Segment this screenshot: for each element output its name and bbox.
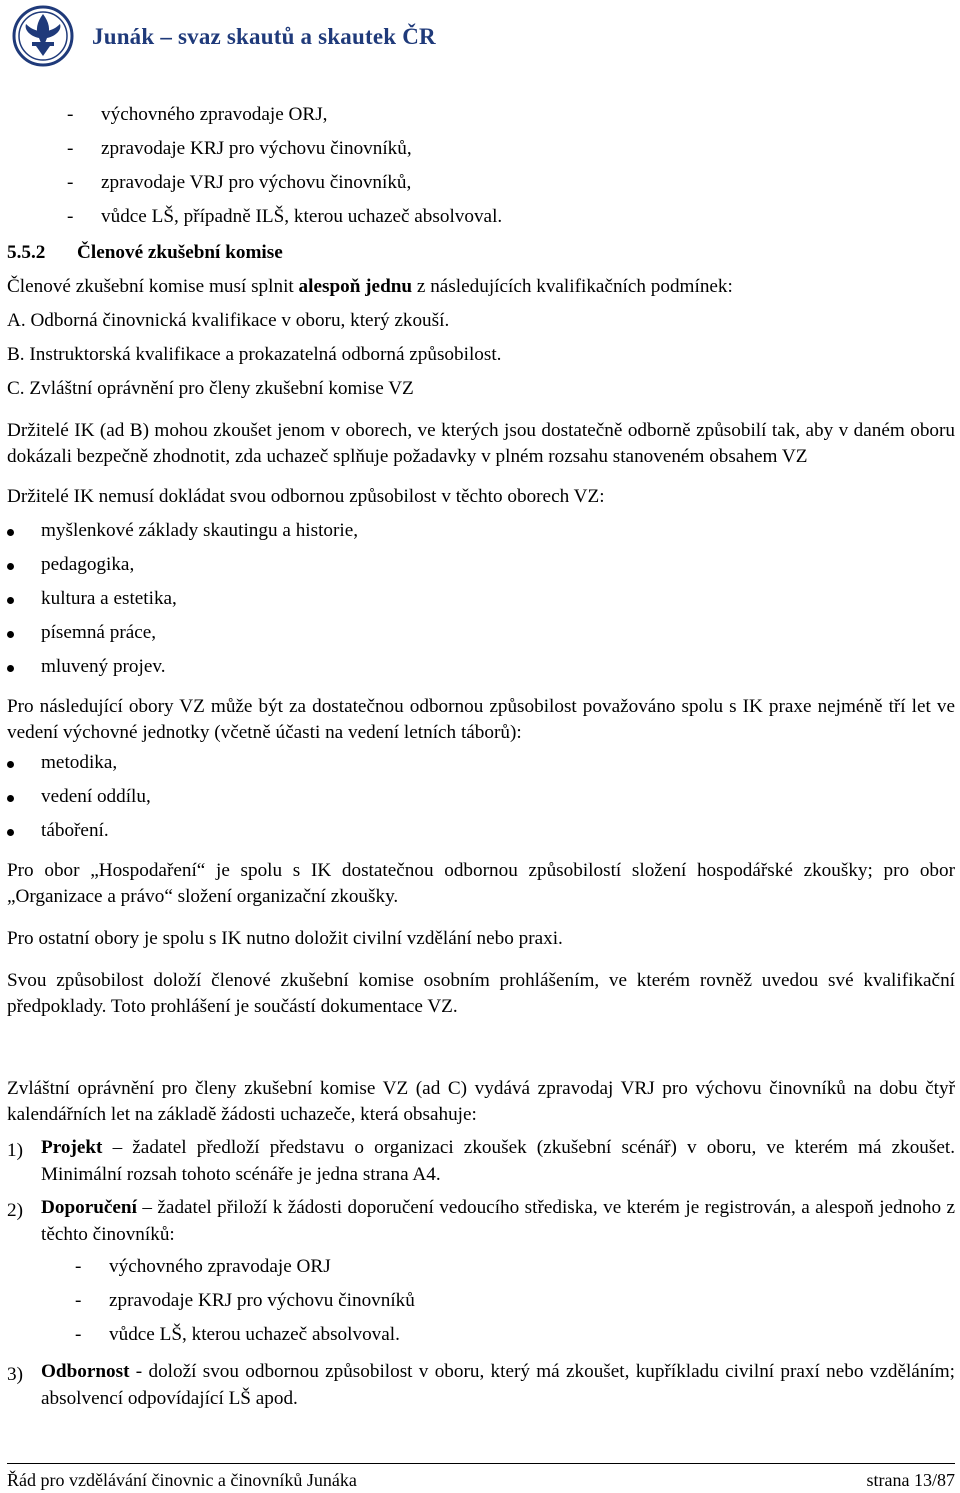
organization-title: Junák – svaz skautů a skautek ČR [92,24,436,49]
section-number: 5.5.2 [7,242,46,263]
list-item: 2) Doporučení – žadatel přiloží k žádosti doporučení vedoucího střediska, ve kterém je registrován, a alespoň jednoho z těchto činovníků: - výchovného zpravodaje ORJ - zpravodaje KRJ pro výchovu činovníků - vůdce LŠ, kterou uchazeč absolvoval. [7,1194,955,1352]
special-permission-paragraph: Zvláštní oprávnění pro členy zkušební komise VZ (ad C) vydává zpravodaj VRJ pro výchovu činovníků na dobu čtyř kalendářních let na základě žádosti uchazeče, která obsahuje: [7,1078,955,1125]
list-item: pedagogika, [7,548,955,582]
list-item: - vůdce LŠ, kterou uchazeč absolvoval. [75,1324,400,1345]
intro-paragraph: Členové zkušební komise musí splnit alespoň jednu z následujících kvalifikačních podmínek: [7,276,733,297]
field-exam-paragraph: Pro obor „Hospodaření“ je spolu s IK dostatečnou odbornou způsobilostí složení hospodářské zkoušky; pro obor „Organizace a právo“ složení organizační zkoušky. [7,860,955,907]
other-fields-paragraph: Pro ostatní obory je spolu s IK nutno doložit civilní vzdělání nebo praxi. [7,928,563,949]
practice-subjects-list [7,746,955,848]
list-item: - výchovného zpravodaje ORJ [75,1256,331,1277]
list-item: táboření. [7,814,955,848]
practice-paragraph: Pro následující obory VZ může být za dostatečnou odbornou způsobilost považováno spolu s IK praxe nejméně tří let ve vedení výchovné jednotky (včetně účasti na vedení letních táborů): [7,696,955,743]
declaration-paragraph: Svou způsobilost doloží členové zkušební komise osobním prohlášením, ve kterém rovněž uvedou své kvalifikační předpoklady. Toto prohlášení je součástí dokumentace VZ. [7,970,955,1017]
lily-emblem-icon [6,4,80,68]
list-item: - zpravodaje KRJ pro výchovu činovníků [75,1290,415,1311]
list-item: mluvený projev. [7,650,955,684]
list-item: kultura a estetika, [7,582,955,616]
list-item: 3) Odbornost - doloží svou odbornou způsobilost v oboru, který má zkoušet, kupříkladu civilní praxí nebo vzděláním; absolvencí odpovídající LŠ apod. [7,1361,955,1409]
condition-b: B. Instruktorská kvalifikace a prokazatelná odborná způsobilost. [7,344,502,365]
list-item: - zpravodaje KRJ pro výchovu činovníků, [67,138,412,159]
list-item: 1) Projekt – žadatel předloží představu o organizaci zkoušek (zkušební scénář) v oboru, ve kterém má zkoušet. Minimální rozsah tohoto scénáře je jedna strana A4. [7,1137,955,1185]
list-item: myšlenkové základy skautingu a historie, [7,514,955,548]
list-item: - vůdce LŠ, případně ILŠ, kterou uchazeč absolvoval. [67,206,503,227]
footer-document-title: Řád pro vzdělávání činovnic a činovníků Junáka [7,1470,357,1490]
page-content [7,98,955,1412]
ik-paragraph: Držitelé IK (ad B) mohou zkoušet jenom v oborech, ve kterých jsou dostatečně odborně způsobilí tak, aby v daném oboru dokázali bezpečně zhodnotit, zda uchazeč splňuje požadavky v plném rozsahu stanoveném obsahem VZ [7,420,955,467]
ik-subjects-list [7,514,955,684]
page-header [0,0,960,72]
ik-subjects-intro: Držitelé IK nemusí dokládat svou odbornou způsobilost v těchto oborech VZ: [7,486,605,507]
list-item: - zpravodaje VRJ pro výchovu činovníků, [67,172,412,193]
condition-a: A. Odborná činovnická kvalifikace v oboru, který zkouší. [7,310,450,331]
section-heading [7,236,955,270]
section-title: Členové zkušební komise [77,242,283,263]
list-item: vedení oddílu, [7,780,955,814]
list-item: písemná práce, [7,616,955,650]
recommender-list [7,98,955,234]
recommender-sublist [41,1250,955,1352]
list-item: metodika, [7,746,955,780]
condition-c: C. Zvláštní oprávnění pro členy zkušební komise VZ [7,378,414,399]
requirements-list [7,1134,955,1412]
list-item: - výchovného zpravodaje ORJ, [67,104,328,125]
page-number: strana 13/87 [866,1470,955,1490]
page-footer [7,1463,955,1490]
